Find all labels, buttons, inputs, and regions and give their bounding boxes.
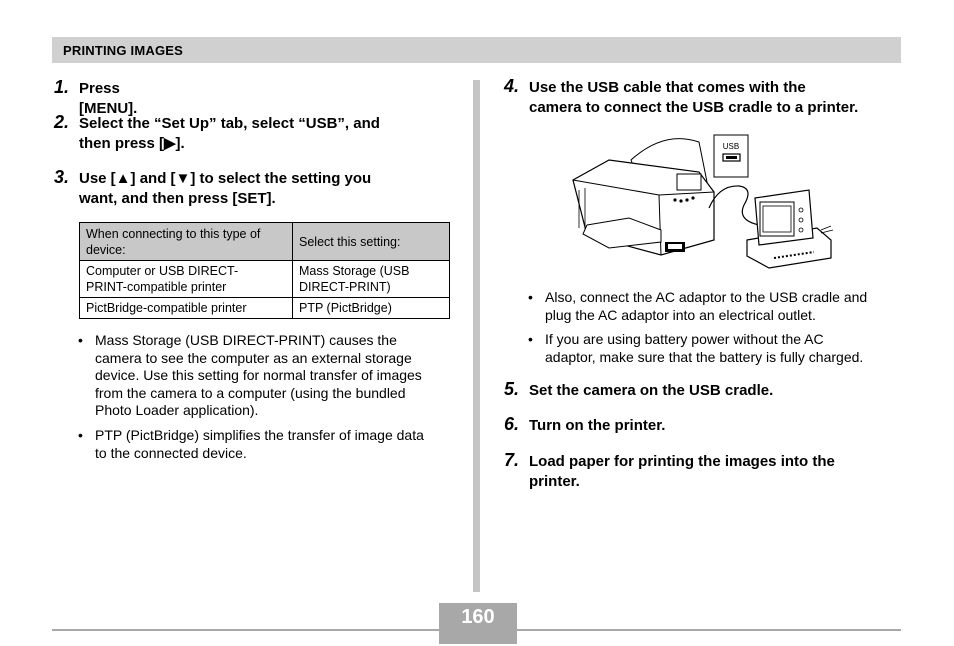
page-number-box — [439, 603, 517, 644]
usb-label: USB — [722, 142, 740, 151]
bullet-line: PTP (PictBridge) simplifies the transfer of image data — [95, 426, 424, 443]
step-number: 5. — [504, 379, 520, 399]
table-header-cell — [80, 223, 293, 261]
step-text-line2: printer. — [529, 473, 580, 490]
bullet-line: to the connected device. — [95, 444, 247, 461]
page-section-title: PRINTING IMAGES — [63, 43, 184, 58]
table-cell: PTP (PictBridge) — [293, 298, 450, 319]
left-bullet-list — [78, 332, 458, 469]
bullet-dot: • — [78, 332, 83, 348]
header-bar — [52, 37, 901, 63]
step-number: 6. — [504, 414, 520, 434]
step-text-line2: then press [▶]. — [79, 135, 185, 152]
bullet-dot: • — [528, 289, 533, 305]
step-text: Press [MENU]. — [79, 80, 138, 117]
header-text: When connecting to this type of — [86, 226, 261, 241]
bullet-line: from the camera to a computer (using the bundled — [95, 384, 406, 401]
bullet-dot: • — [78, 426, 83, 443]
bullet-item — [528, 289, 908, 324]
printer-cradle-illustration — [569, 130, 839, 275]
cell-text: Computer or USB DIRECT- — [86, 264, 239, 278]
bullet-item — [78, 427, 458, 462]
step-text-line1: Use the USB cable that comes with the — [529, 79, 806, 96]
step-text-line1: Use [▲] and [▼] to select the setting you — [79, 170, 372, 187]
step-text-line2: want, and then press [SET]. — [79, 190, 276, 207]
step-text-line2: camera to connect the USB cradle to a printer. — [529, 99, 859, 116]
step-number: 7. — [504, 450, 520, 470]
bullet-line: plug the AC adaptor into an electrical outlet. — [545, 306, 816, 323]
step-text-line1: Select the “Set Up” tab, select “USB”, and — [79, 115, 380, 132]
bullet-line: camera to see the computer as an external storage — [95, 349, 412, 366]
bullet-line: Photo Loader application). — [95, 402, 259, 419]
step-text: Set the camera on the USB cradle. — [529, 382, 774, 399]
cell-text: DIRECT-PRINT) — [299, 280, 391, 294]
bullet-line: Mass Storage (USB DIRECT-PRINT) causes the — [95, 332, 397, 348]
step-number: 4. — [504, 76, 520, 96]
bullet-item — [78, 332, 458, 420]
bullet-line: Also, connect the AC adaptor to the USB cradle and — [545, 289, 868, 305]
bullet-dot: • — [528, 331, 533, 348]
column-divider — [473, 80, 480, 592]
table-header-row — [80, 223, 450, 261]
table-cell: PictBridge-compatible printer — [80, 298, 293, 319]
printer-screen-shape — [677, 174, 701, 190]
step-text-line1: Load paper for printing the images into the — [529, 453, 835, 470]
table-cell — [293, 261, 450, 298]
usb-settings-table — [79, 222, 450, 319]
step-text: Turn on the printer. — [529, 417, 666, 434]
step-number: 1. — [54, 77, 70, 97]
usb-cable-shape — [709, 186, 759, 225]
cell-text: PRINT-compatible printer — [86, 280, 227, 294]
table-cell — [80, 261, 293, 298]
cell-text: Mass Storage (USB — [299, 264, 410, 278]
page-number: 160 — [461, 606, 495, 628]
table-row — [80, 261, 450, 298]
bullet-line: adaptor, make sure that the battery is fully charged. — [545, 348, 864, 365]
bullet-item — [528, 331, 908, 366]
table-row — [80, 298, 450, 319]
table-header-cell: Select this setting: — [293, 223, 450, 261]
bullet-line: device. Use this setting for normal transfer of images — [95, 367, 422, 384]
step-number: 3. — [54, 167, 70, 187]
step-number: 2. — [54, 112, 70, 132]
right-bullet-list — [528, 289, 908, 373]
header-text: device: — [86, 242, 126, 257]
bullet-line: If you are using battery power without the AC — [545, 331, 824, 348]
